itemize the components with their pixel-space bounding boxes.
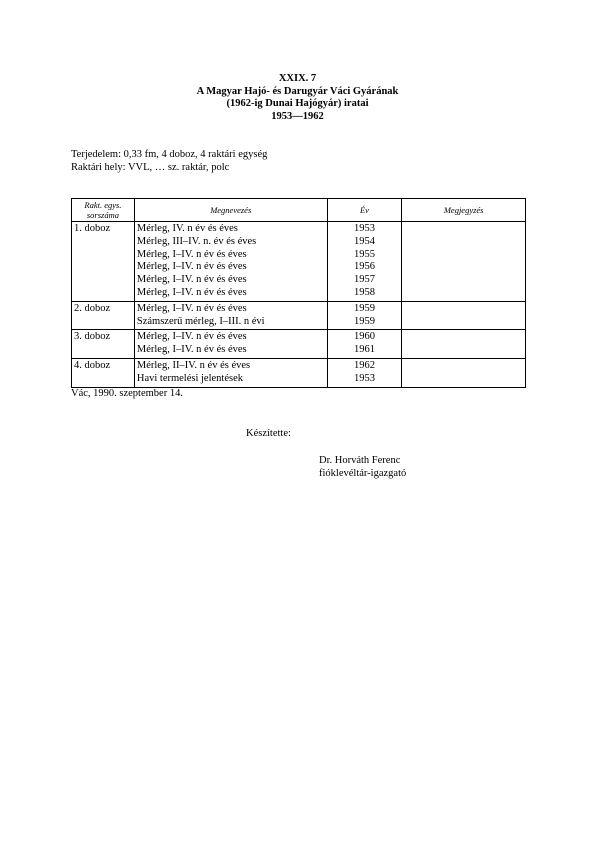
record-year: 1953 [353,372,375,384]
record-year: 1957 [353,274,375,286]
record-year: 1958 [353,286,375,298]
storage-location-text: Raktári hely: VVL, … sz. raktár, polc [71,162,230,173]
signer-name: Dr. Horváth Ferenc [319,455,401,466]
cell-names [134,301,327,330]
cell-note [402,330,526,359]
header-unit-number: Rakt. egys. sorszáma [72,199,135,222]
record-name: Mérleg, I–IV. n év és éves [136,286,247,298]
record-name: Mérleg, I–IV. n év és éves [136,274,247,286]
table-row [72,330,526,359]
header-note: Megjegyzés [402,199,526,222]
record-name: Mérleg, I–IV. n év és éves [136,331,247,343]
document-title [0,73,595,123]
fonds-years: 1953—1962 [271,110,324,122]
record-year: 1959 [353,315,375,327]
header-name: Megnevezés [134,199,327,222]
table-header-row [72,199,526,222]
table-row [72,301,526,330]
record-name: Számszerű mérleg, I–III. n évi [136,315,265,327]
inventory-table [71,198,526,388]
record-year: 1962 [353,359,375,371]
table-row [72,222,526,302]
table-row [72,358,526,387]
record-name: Mérleg, I–IV. n év és éves [136,248,247,260]
place-date: Vác, 1990. szeptember 14. [71,388,183,399]
record-name: Mérleg, I–IV. n év és éves [136,302,247,314]
fonds-code: XXIX. 7 [278,73,317,84]
record-year: 1960 [353,331,375,343]
cell-names [134,222,327,302]
extent-text: Terjedelem: 0,33 fm, 4 doboz, 4 raktári egység [71,149,268,160]
cell-unit: 1. doboz [72,222,135,302]
signature-block [319,455,406,480]
cell-note [402,222,526,302]
record-year: 1961 [353,344,375,356]
cell-unit: 2. doboz [72,301,135,330]
record-year: 1954 [353,235,375,247]
cell-years [327,222,402,302]
fonds-title-line1: A Magyar Hajó- és Darugyár Váci Gyárának [196,85,399,97]
cell-names [134,358,327,387]
record-year: 1955 [353,248,375,260]
cell-years [327,301,402,330]
signer-title: fióklevéltár-igazgató [319,467,407,479]
record-name: Mérleg, I–IV. n év és éves [136,344,247,356]
fonds-title-line2: (1962-ig Dunai Hajógyár) iratai [226,98,369,109]
record-year: 1953 [353,223,375,234]
cell-note [402,301,526,330]
record-year: 1959 [353,302,375,314]
header-year: Év [327,199,402,222]
cell-unit: 4. doboz [72,358,135,387]
cell-years [327,330,402,359]
cell-years [327,358,402,387]
prepared-by-label: Készítette: [246,428,291,439]
record-name: Havi termelési jelentések [136,372,243,384]
record-name: Mérleg, I–IV. n év és éves [136,261,247,273]
record-year: 1956 [353,261,375,273]
cell-names [134,330,327,359]
record-name: Mérleg, IV. n év és éves [136,223,238,234]
cell-note [402,358,526,387]
cell-unit: 3. doboz [72,330,135,359]
record-name: Mérleg, III–IV. n. év és éves [136,235,257,247]
fonds-meta [71,148,267,174]
record-name: Mérleg, II–IV. n év és éves [136,359,251,371]
